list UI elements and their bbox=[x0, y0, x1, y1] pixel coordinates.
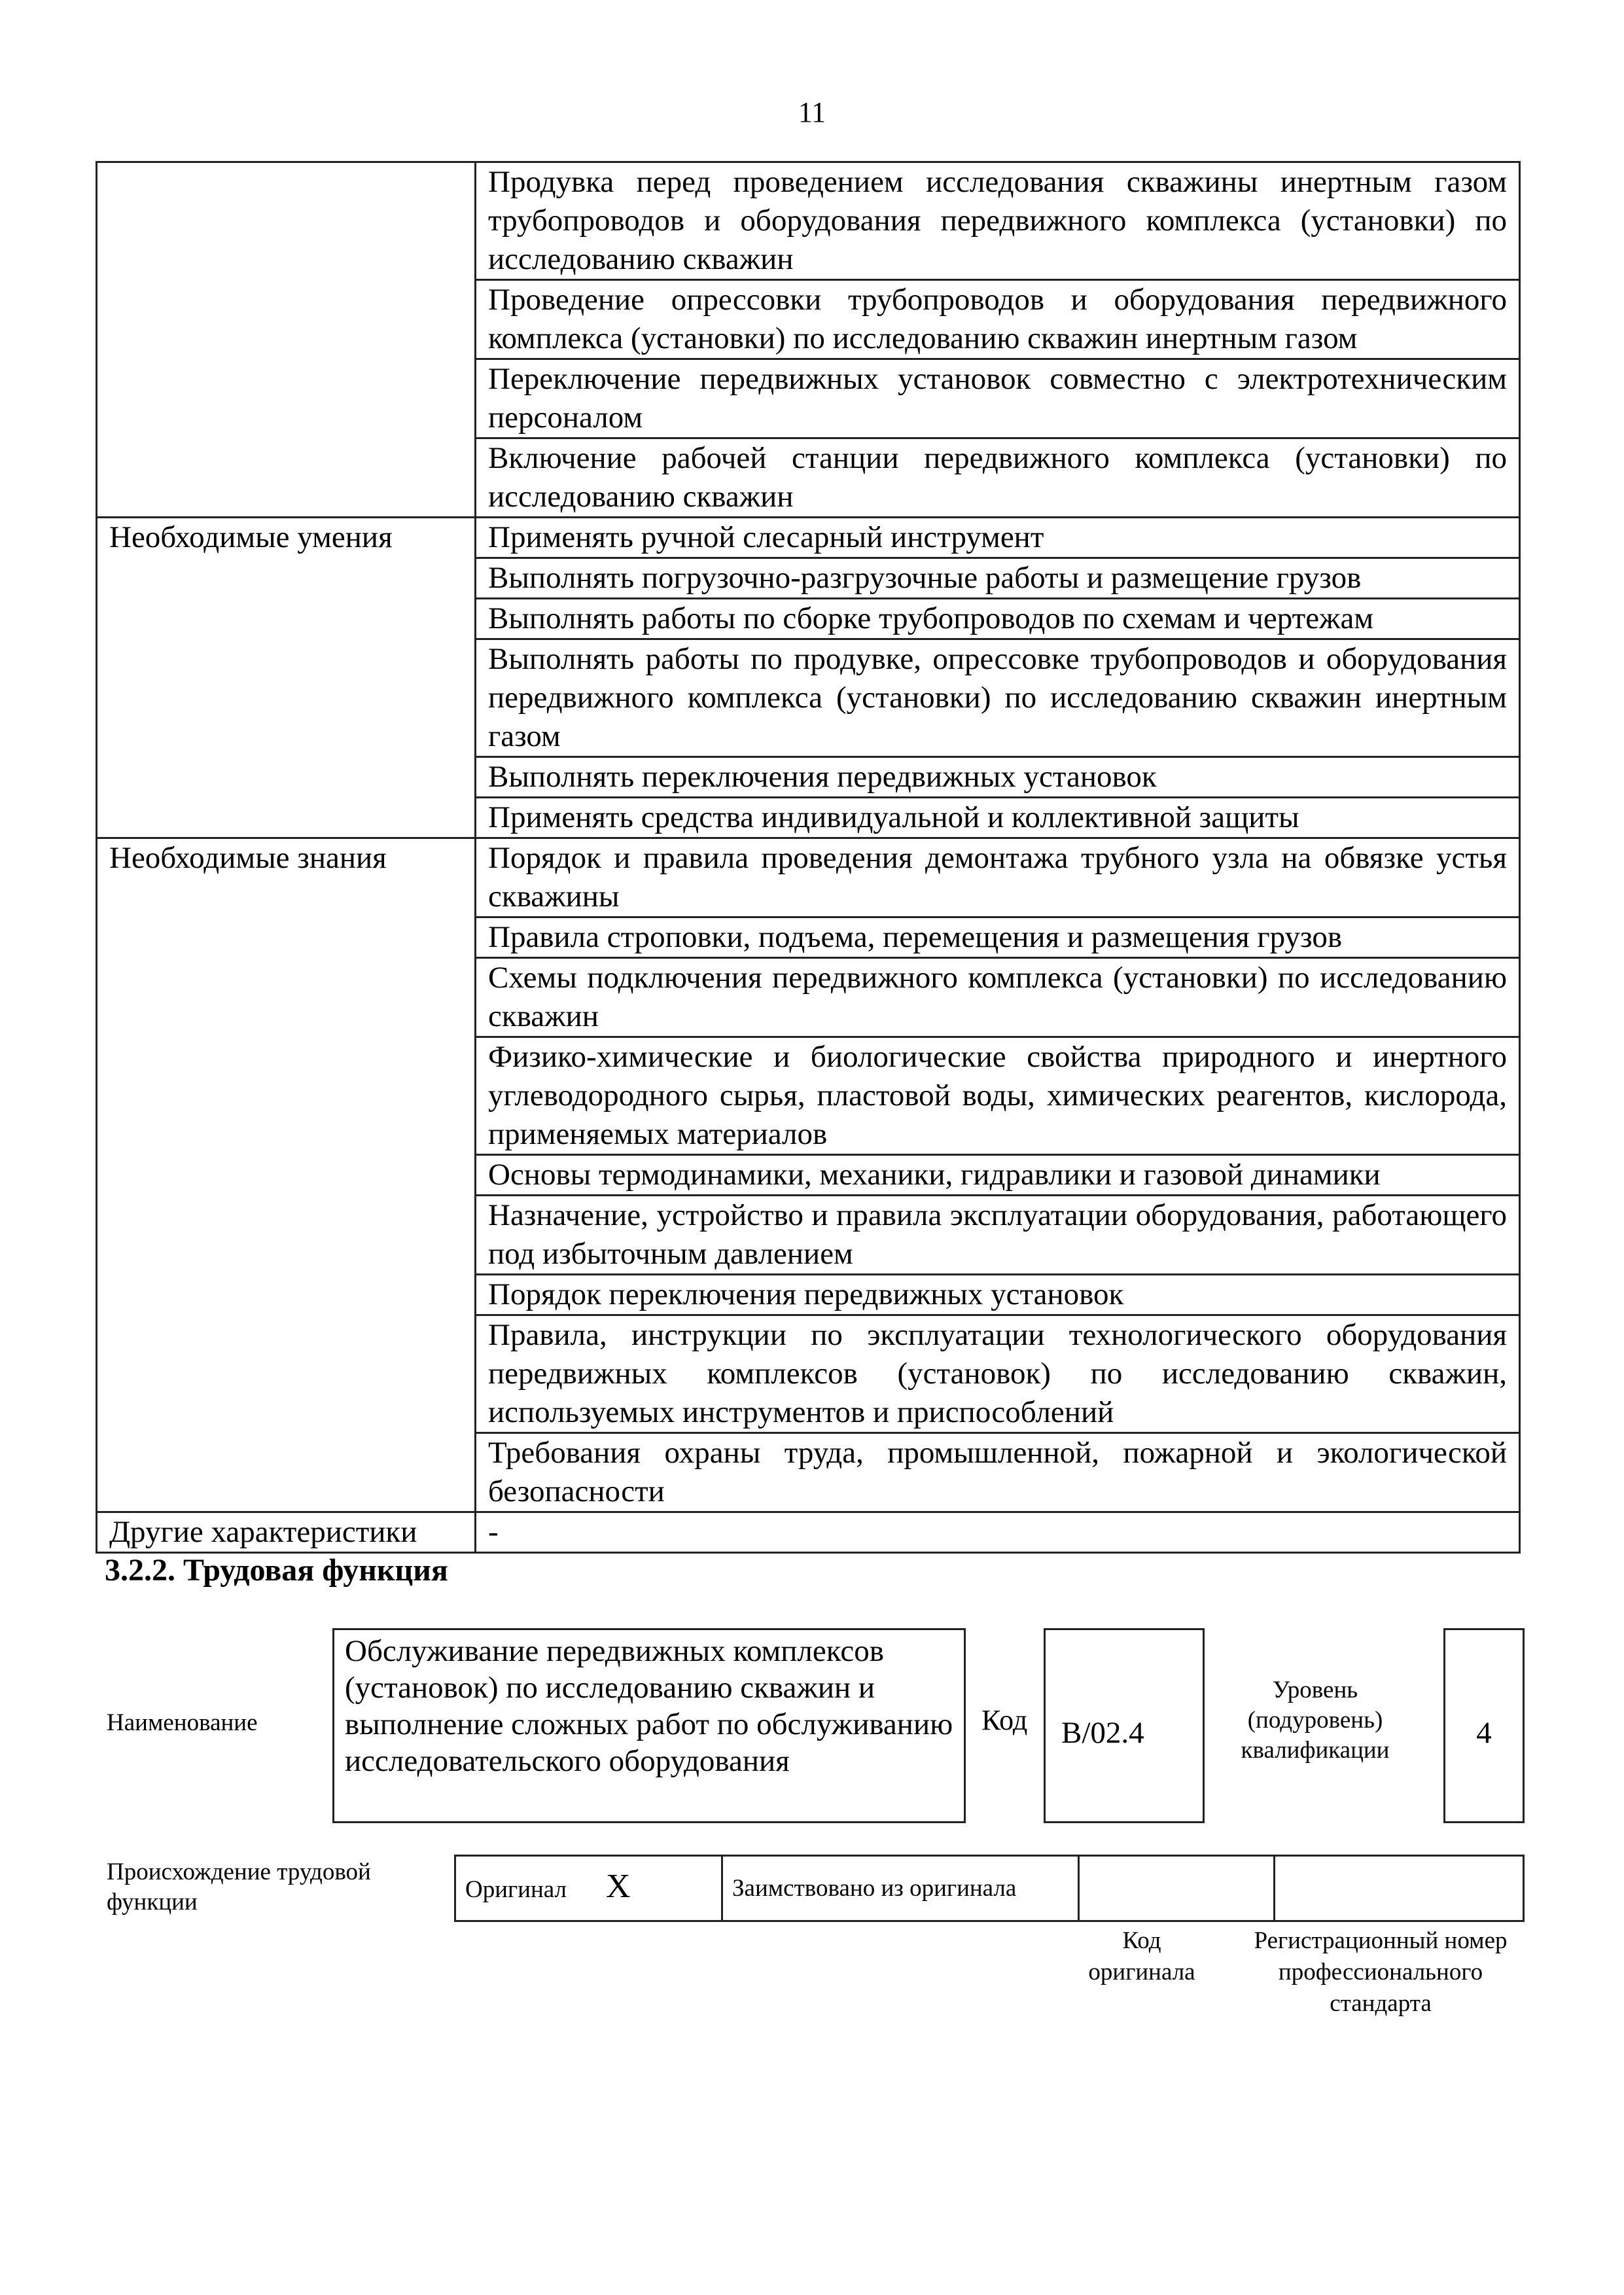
row-text: Применять средства индивидуальной и коллективной защиты bbox=[476, 798, 1520, 838]
row-text: Выполнять работы по продувке, опрессовке трубопроводов и оборудования передвижного комплекса (установки) по исследованию скважин инертным газом bbox=[476, 639, 1520, 757]
row-text: Требования охраны труда, промышленной, пожарной и экологической безопасности bbox=[476, 1433, 1520, 1512]
row-text: Схемы подключения передвижного комплекса (установки) по исследованию скважин bbox=[476, 958, 1520, 1037]
row-text: Включение рабочей станции передвижного комплекса (установки) по исследованию скважин bbox=[476, 438, 1520, 518]
table-row bbox=[97, 162, 1520, 280]
original-cell bbox=[455, 1856, 722, 1921]
code-original-cell bbox=[1079, 1856, 1275, 1921]
code-label: Код bbox=[981, 1704, 1028, 1736]
row-text: Порядок переключения передвижных установок bbox=[476, 1275, 1520, 1315]
row-label: Другие характеристики bbox=[97, 1512, 476, 1553]
original-label: Оригинал bbox=[465, 1876, 567, 1903]
section-heading: 3.2.2. Трудовая функция bbox=[105, 1553, 448, 1588]
row-text: Порядок и правила проведения демонтажа трубного узла на обвязке устья скважины bbox=[476, 838, 1520, 917]
level-value: 4 bbox=[1443, 1628, 1525, 1823]
borrowed-cell bbox=[722, 1856, 1079, 1921]
function-name-value: Обслуживание передвижных комплексов (установок) по исследованию скважин и выполнение сложных работ по обслуживанию исследовательского оборудования bbox=[332, 1628, 966, 1823]
table-row bbox=[97, 838, 1520, 917]
table-row bbox=[97, 518, 1520, 558]
row-text: Выполнять переключения передвижных установок bbox=[476, 757, 1520, 798]
row-text: - bbox=[476, 1512, 1520, 1553]
row-text: Основы термодинамики, механики, гидравлики и газовой динамики bbox=[476, 1155, 1520, 1196]
origin-label: Происхождение трудовой функции bbox=[107, 1859, 371, 1915]
row-text: Переключение передвижных установок совместно с электротехническим персоналом bbox=[476, 359, 1520, 438]
row-text: Правила, инструкции по эксплуатации технологического оборудования передвижных комплексов (установок) по исследованию скважин, используемых инструментов и приспособлений bbox=[476, 1315, 1520, 1433]
name-label: Наименование bbox=[107, 1709, 258, 1736]
row-text: Продувка перед проведением исследования скважины инертным газом трубопроводов и оборудования передвижного комплекса (установки) по исследованию скважин bbox=[476, 162, 1520, 280]
row-label bbox=[97, 162, 476, 518]
table-row bbox=[97, 1512, 1520, 1553]
row-text: Правила строповки, подъема, перемещения и размещения грузов bbox=[476, 917, 1520, 958]
row-text: Назначение, устройство и правила эксплуатации оборудования, работающего под избыточным давлением bbox=[476, 1196, 1520, 1275]
row-text: Проведение опрессовки трубопроводов и оборудования передвижного комплекса (установки) по исследованию скважин инертным газом bbox=[476, 280, 1520, 359]
row-text: Физико-химические и биологические свойства природного и инертного углеводородного сырья, пластовой воды, химических реагентов, кислорода, применяемых материалов bbox=[476, 1037, 1520, 1155]
code-original-label: Код оригинала bbox=[1088, 1927, 1195, 1985]
row-label: Необходимые знания bbox=[97, 838, 476, 1512]
row-text: Применять ручной слесарный инструмент bbox=[476, 518, 1520, 558]
origin-table bbox=[454, 1855, 1525, 1922]
reg-number-cell bbox=[1275, 1856, 1524, 1921]
borrowed-label: Заимствовано из оригинала bbox=[732, 1874, 1017, 1902]
reg-number-label: Регистрационный номер профессионального стандарта bbox=[1254, 1927, 1508, 2017]
row-text: Выполнять работы по сборке трубопроводов по схемам и чертежам bbox=[476, 599, 1520, 639]
page-number: 11 bbox=[798, 96, 826, 128]
requirements-table bbox=[96, 161, 1521, 1554]
row-label: Необходимые умения bbox=[97, 518, 476, 838]
code-value: B/02.4 bbox=[1044, 1628, 1205, 1823]
row-text: Выполнять погрузочно-разгрузочные работы и размещение грузов bbox=[476, 558, 1520, 599]
original-mark: X bbox=[606, 1868, 631, 1905]
level-label: Уровень (подуровень) квалификации bbox=[1241, 1677, 1390, 1764]
